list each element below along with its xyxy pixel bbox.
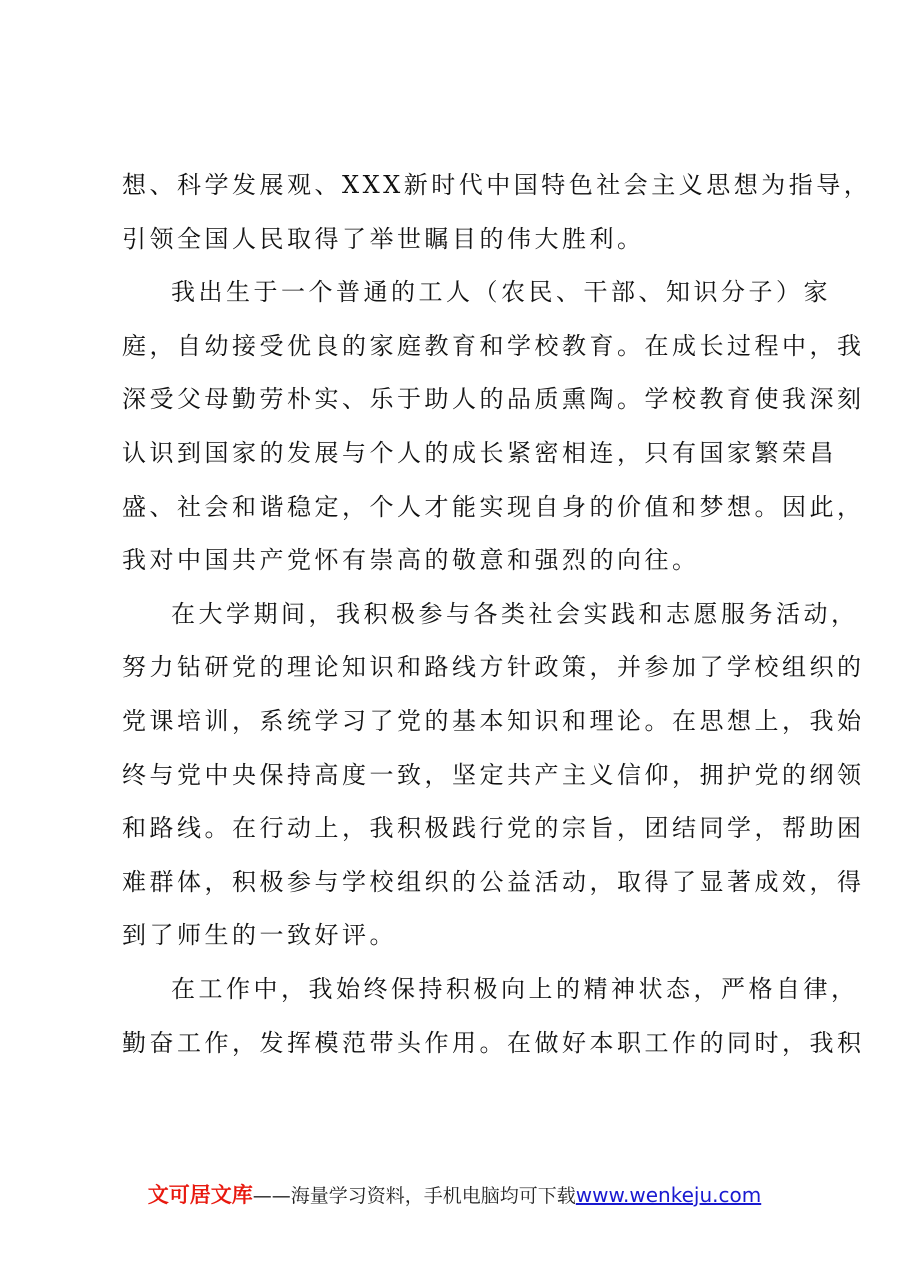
- text-line: 勤奋工作，发挥模范带头作用。在做好本职工作的同时，我积: [122, 1028, 865, 1057]
- text-line: 庭，自幼接受优良的家庭教育和学校教育。在成长过程中，我: [122, 331, 865, 360]
- text-line: 引领全国人民取得了举世瞩目的伟大胜利。: [122, 224, 645, 253]
- text-line: 终与党中央保持高度一致，坚定共产主义信仰，拥护党的纲领: [122, 760, 865, 789]
- text-line: 认识到国家的发展与个人的成长紧密相连，只有国家繁荣昌: [122, 438, 837, 467]
- text-line: 深受父母勤劳朴实、乐于助人的品质熏陶。学校教育使我深刻: [122, 385, 865, 414]
- body-text: [122, 159, 872, 1070]
- text-line: 党课培训，系统学习了党的基本知识和理论。在思想上，我始: [122, 706, 865, 735]
- text-line: 在大学期间，我积极参与各类社会实践和志愿服务活动，: [171, 599, 859, 628]
- text-line: 和路线。在行动上，我积极践行党的宗旨，团结同学，帮助困: [122, 814, 865, 843]
- text-line: 我对中国共产党怀有崇高的敬意和强烈的向往。: [122, 546, 700, 575]
- footer-tagline: ——海量学习资料，手机电脑均可下载: [252, 1185, 576, 1207]
- text-line: 在工作中，我始终保持积极向上的精神状态，严格自律，: [171, 974, 859, 1003]
- text-line: 盛、社会和谐稳定，个人才能实现自身的价值和梦想。因此，: [122, 492, 865, 521]
- text-line: 努力钻研党的理论知识和路线方针政策，并参加了学校组织的: [122, 653, 865, 682]
- footer-site-link[interactable]: www.wenkeju.com: [575, 1183, 762, 1207]
- text-line: 到了师生的一致好评。: [122, 921, 397, 950]
- text-line: 难群体，积极参与学校组织的公益活动，取得了显著成效，得: [122, 867, 865, 896]
- text-line: 想、科学发展观、XXX新时代中国特色社会主义思想为指导，: [122, 171, 872, 199]
- footer-banner: [0, 1180, 909, 1211]
- text-line: 我出生于一个普通的工人（农民、干部、知识分子）家: [171, 278, 831, 307]
- footer-brand: 文可居文库: [147, 1183, 253, 1207]
